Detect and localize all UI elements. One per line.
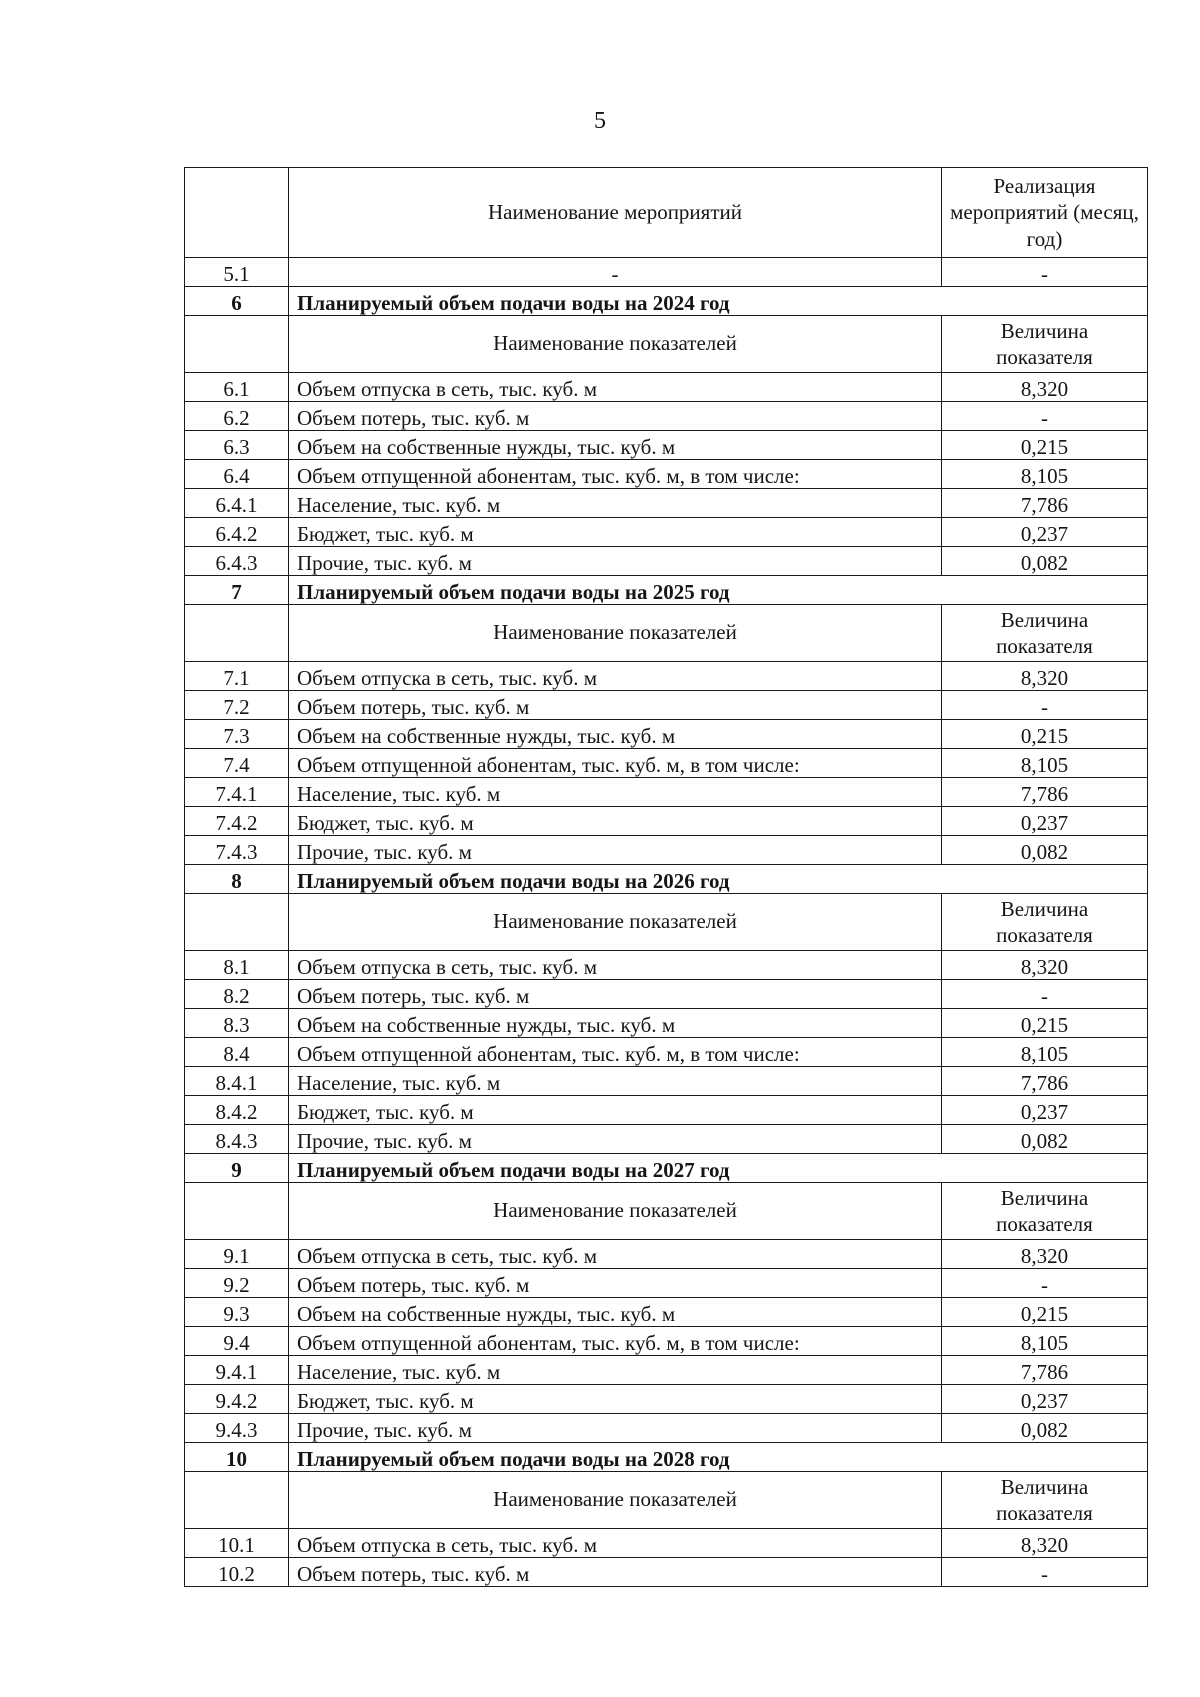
row-name: Объем потерь, тыс. куб. м xyxy=(289,402,942,431)
table-row xyxy=(185,720,1148,749)
row-value: - xyxy=(942,980,1148,1009)
section-header-row xyxy=(185,1183,1148,1240)
table-body xyxy=(185,168,1148,1587)
row-value: 8,105 xyxy=(942,1038,1148,1067)
section-header-value: Величина показателя xyxy=(942,1183,1148,1240)
table-row xyxy=(185,1038,1148,1067)
section-title-row xyxy=(185,865,1148,894)
row-value: 8,320 xyxy=(942,1240,1148,1269)
table-row xyxy=(185,807,1148,836)
section-num: 6 xyxy=(185,287,289,316)
row-value: - xyxy=(942,691,1148,720)
row-num: 9.1 xyxy=(185,1240,289,1269)
row-num: 10.1 xyxy=(185,1529,289,1558)
row-num: 7.4 xyxy=(185,749,289,778)
row-value: - xyxy=(942,1269,1148,1298)
row-value: 8,105 xyxy=(942,1327,1148,1356)
page-number: 5 xyxy=(594,108,606,134)
section-title: Планируемый объем подачи воды на 2027 год xyxy=(289,1154,1148,1183)
section-title: Планируемый объем подачи воды на 2025 год xyxy=(289,576,1148,605)
table-row xyxy=(185,749,1148,778)
row-name: Объем отпущенной абонентам, тыс. куб. м, в том числе: xyxy=(289,1038,942,1067)
table-row xyxy=(185,373,1148,402)
row-value: 7,786 xyxy=(942,778,1148,807)
row-value: 7,786 xyxy=(942,1356,1148,1385)
table-row xyxy=(185,1529,1148,1558)
table-row xyxy=(185,258,1148,287)
row-name: Бюджет, тыс. куб. м xyxy=(289,807,942,836)
row-name: Объем отпуска в сеть, тыс. куб. м xyxy=(289,1529,942,1558)
section-title: Планируемый объем подачи воды на 2028 год xyxy=(289,1443,1148,1472)
row-num: 5.1 xyxy=(185,258,289,287)
row-value: 0,082 xyxy=(942,547,1148,576)
section-header-row xyxy=(185,894,1148,951)
table-row xyxy=(185,431,1148,460)
table-row xyxy=(185,460,1148,489)
table-row xyxy=(185,547,1148,576)
table-row xyxy=(185,1356,1148,1385)
row-num: 6.4.3 xyxy=(185,547,289,576)
row-name: Прочие, тыс. куб. м xyxy=(289,836,942,865)
row-num: 9.4.3 xyxy=(185,1414,289,1443)
row-value: - xyxy=(942,402,1148,431)
header-num-cell xyxy=(185,168,289,258)
row-num: 7.4.1 xyxy=(185,778,289,807)
table-row xyxy=(185,1269,1148,1298)
section-header-name: Наименование показателей xyxy=(289,316,942,373)
table-row xyxy=(185,1125,1148,1154)
table-row xyxy=(185,836,1148,865)
row-value: 0,237 xyxy=(942,518,1148,547)
row-num: 9.2 xyxy=(185,1269,289,1298)
section-title-row xyxy=(185,1154,1148,1183)
row-num: 9.3 xyxy=(185,1298,289,1327)
row-num: 7.1 xyxy=(185,662,289,691)
table-row xyxy=(185,778,1148,807)
section-title-row xyxy=(185,1443,1148,1472)
table-row xyxy=(185,1298,1148,1327)
section-num: 10 xyxy=(185,1443,289,1472)
table-row xyxy=(185,1240,1148,1269)
row-name: Объем на собственные нужды, тыс. куб. м xyxy=(289,1009,942,1038)
row-value: 0,082 xyxy=(942,1125,1148,1154)
table-row xyxy=(185,489,1148,518)
row-name: Объем на собственные нужды, тыс. куб. м xyxy=(289,431,942,460)
section-header-num-cell xyxy=(185,1183,289,1240)
row-name: Объем отпуска в сеть, тыс. куб. м xyxy=(289,662,942,691)
header-name-cell: Наименование мероприятий xyxy=(289,168,942,258)
section-header-row xyxy=(185,316,1148,373)
row-value: 8,105 xyxy=(942,749,1148,778)
row-name: Объем на собственные нужды, тыс. куб. м xyxy=(289,720,942,749)
row-num: 6.4.1 xyxy=(185,489,289,518)
section-header-row xyxy=(185,605,1148,662)
row-value: 0,215 xyxy=(942,1298,1148,1327)
row-name: Объем потерь, тыс. куб. м xyxy=(289,691,942,720)
row-name: Население, тыс. куб. м xyxy=(289,1067,942,1096)
row-num: 7.4.2 xyxy=(185,807,289,836)
section-title-row xyxy=(185,287,1148,316)
row-num: 7.2 xyxy=(185,691,289,720)
row-num: 7.4.3 xyxy=(185,836,289,865)
table-row xyxy=(185,1067,1148,1096)
row-value: 0,215 xyxy=(942,431,1148,460)
row-name: Объем отпуска в сеть, тыс. куб. м xyxy=(289,1240,942,1269)
row-name: - xyxy=(289,258,942,287)
section-header-num-cell xyxy=(185,894,289,951)
row-value: - xyxy=(942,1558,1148,1587)
section-header-value: Величина показателя xyxy=(942,894,1148,951)
row-name: Объем отпуска в сеть, тыс. куб. м xyxy=(289,373,942,402)
table-row xyxy=(185,1096,1148,1125)
row-value: 0,237 xyxy=(942,1385,1148,1414)
row-name: Объем отпуска в сеть, тыс. куб. м xyxy=(289,951,942,980)
row-value: 0,237 xyxy=(942,1096,1148,1125)
row-num: 8.1 xyxy=(185,951,289,980)
row-name: Население, тыс. куб. м xyxy=(289,778,942,807)
row-name: Объем потерь, тыс. куб. м xyxy=(289,1558,942,1587)
table-header-row xyxy=(185,168,1148,258)
section-header-value: Величина показателя xyxy=(942,316,1148,373)
section-title-row xyxy=(185,576,1148,605)
section-header-name: Наименование показателей xyxy=(289,1183,942,1240)
section-header-value: Величина показателя xyxy=(942,1472,1148,1529)
water-supply-table xyxy=(184,167,1148,1587)
section-num: 9 xyxy=(185,1154,289,1183)
row-value: 7,786 xyxy=(942,489,1148,518)
row-num: 8.4.3 xyxy=(185,1125,289,1154)
section-header-value: Величина показателя xyxy=(942,605,1148,662)
table-row xyxy=(185,1009,1148,1038)
row-name: Прочие, тыс. куб. м xyxy=(289,1125,942,1154)
header-value-cell: Реализация мероприятий (месяц, год) xyxy=(942,168,1148,258)
row-name: Объем отпущенной абонентам, тыс. куб. м, в том числе: xyxy=(289,460,942,489)
table-row xyxy=(185,662,1148,691)
section-header-name: Наименование показателей xyxy=(289,894,942,951)
row-num: 6.2 xyxy=(185,402,289,431)
row-name: Объем потерь, тыс. куб. м xyxy=(289,1269,942,1298)
row-name: Бюджет, тыс. куб. м xyxy=(289,1096,942,1125)
table-row xyxy=(185,402,1148,431)
row-num: 8.4 xyxy=(185,1038,289,1067)
table-row xyxy=(185,1414,1148,1443)
row-value: 0,082 xyxy=(942,836,1148,865)
row-num: 9.4.2 xyxy=(185,1385,289,1414)
row-name: Объем на собственные нужды, тыс. куб. м xyxy=(289,1298,942,1327)
section-title: Планируемый объем подачи воды на 2026 год xyxy=(289,865,1148,894)
row-value: 8,105 xyxy=(942,460,1148,489)
row-name: Прочие, тыс. куб. м xyxy=(289,547,942,576)
row-value: 8,320 xyxy=(942,951,1148,980)
row-name: Объем отпущенной абонентам, тыс. куб. м, в том числе: xyxy=(289,1327,942,1356)
row-value: 0,215 xyxy=(942,1009,1148,1038)
row-value: 8,320 xyxy=(942,373,1148,402)
row-value: 7,786 xyxy=(942,1067,1148,1096)
row-value: 8,320 xyxy=(942,662,1148,691)
row-value: 0,237 xyxy=(942,807,1148,836)
row-num: 6.1 xyxy=(185,373,289,402)
section-header-num-cell xyxy=(185,605,289,662)
row-num: 6.4 xyxy=(185,460,289,489)
row-name: Население, тыс. куб. м xyxy=(289,489,942,518)
table-row xyxy=(185,980,1148,1009)
row-name: Объем отпущенной абонентам, тыс. куб. м, в том числе: xyxy=(289,749,942,778)
row-num: 8.4.2 xyxy=(185,1096,289,1125)
row-num: 7.3 xyxy=(185,720,289,749)
section-header-row xyxy=(185,1472,1148,1529)
section-num: 7 xyxy=(185,576,289,605)
table-row xyxy=(185,691,1148,720)
section-title: Планируемый объем подачи воды на 2024 год xyxy=(289,287,1148,316)
row-num: 8.3 xyxy=(185,1009,289,1038)
table-row xyxy=(185,518,1148,547)
row-value: 0,082 xyxy=(942,1414,1148,1443)
row-name: Прочие, тыс. куб. м xyxy=(289,1414,942,1443)
row-value: 8,320 xyxy=(942,1529,1148,1558)
table-row xyxy=(185,1327,1148,1356)
row-name: Объем потерь, тыс. куб. м xyxy=(289,980,942,1009)
row-num: 8.2 xyxy=(185,980,289,1009)
section-header-name: Наименование показателей xyxy=(289,1472,942,1529)
section-header-name: Наименование показателей xyxy=(289,605,942,662)
row-value: - xyxy=(942,258,1148,287)
row-value: 0,215 xyxy=(942,720,1148,749)
section-header-num-cell xyxy=(185,316,289,373)
row-name: Население, тыс. куб. м xyxy=(289,1356,942,1385)
row-num: 6.4.2 xyxy=(185,518,289,547)
row-name: Бюджет, тыс. куб. м xyxy=(289,518,942,547)
table-row xyxy=(185,1385,1148,1414)
row-num: 6.3 xyxy=(185,431,289,460)
row-num: 9.4 xyxy=(185,1327,289,1356)
row-num: 8.4.1 xyxy=(185,1067,289,1096)
table-row xyxy=(185,951,1148,980)
row-num: 10.2 xyxy=(185,1558,289,1587)
section-num: 8 xyxy=(185,865,289,894)
row-name: Бюджет, тыс. куб. м xyxy=(289,1385,942,1414)
row-num: 9.4.1 xyxy=(185,1356,289,1385)
section-header-num-cell xyxy=(185,1472,289,1529)
table-row xyxy=(185,1558,1148,1587)
